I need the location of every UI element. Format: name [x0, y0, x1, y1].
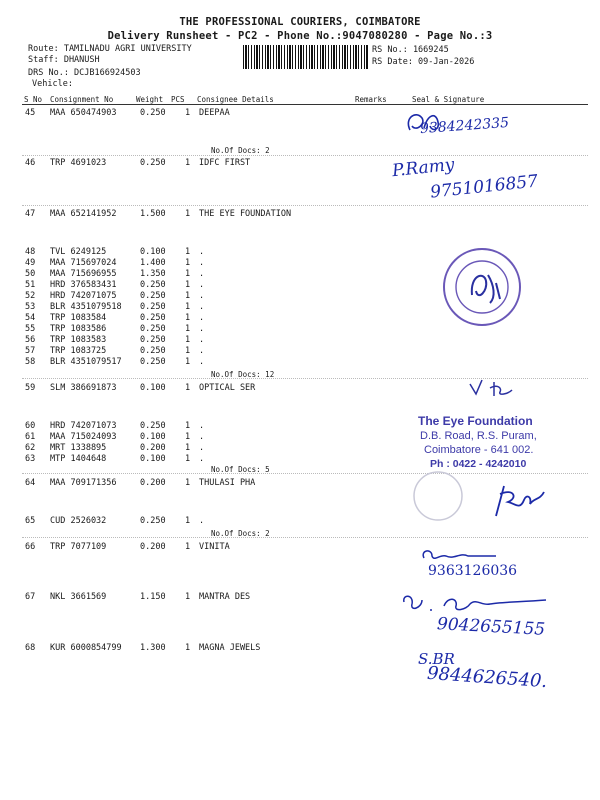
col-consignment: Consignment No — [50, 95, 114, 104]
row-sno: 48 — [25, 247, 36, 257]
docs-note: No.Of Docs: 2 — [211, 529, 270, 538]
row-sno: 55 — [25, 324, 36, 334]
row-divider — [22, 205, 588, 206]
stamp-line: Coimbatore - 641 002. — [424, 444, 534, 456]
phone-46: 9751016857 — [429, 171, 539, 203]
row-consignment-no: TVL 6249125 — [50, 247, 107, 257]
row-sno: 51 — [25, 280, 36, 290]
row-pcs: 1 — [185, 158, 191, 168]
row-sno: 56 — [25, 335, 36, 345]
runsheet-title: Delivery Runsheet - PC2 - Phone No.:9047080280 - Page No.:3 — [107, 30, 493, 42]
faint-seal — [410, 468, 466, 524]
row-pcs: 1 — [185, 357, 191, 367]
row-weight: 0.100 — [140, 432, 166, 442]
row-divider — [22, 155, 588, 156]
row-pcs: 1 — [185, 383, 191, 393]
row-pcs: 1 — [185, 258, 191, 268]
row-weight: 0.100 — [140, 383, 166, 393]
row-consignment-no: MAA 715024093 — [50, 432, 117, 442]
row-sno: 50 — [25, 269, 36, 279]
row-consignee: . — [199, 269, 205, 279]
phone-68: 9844626540. — [426, 662, 548, 693]
row-sno: 53 — [25, 302, 36, 312]
row-consignee: . — [199, 443, 205, 453]
row-pcs: 1 — [185, 454, 191, 464]
row-weight: 0.250 — [140, 346, 166, 356]
phone-45: 9384242335 — [419, 114, 510, 138]
row-weight: 0.250 — [140, 280, 166, 290]
row-sno: 61 — [25, 432, 36, 442]
row-weight: 1.500 — [140, 209, 166, 219]
row-consignee: . — [199, 432, 205, 442]
row-consignee: . — [199, 291, 205, 301]
row-consignment-no: MAA 715697024 — [50, 258, 117, 268]
row-weight: 0.250 — [140, 108, 166, 118]
row-consignee: . — [199, 357, 205, 367]
row-consignment-no: TRP 4691023 — [50, 158, 107, 168]
row-consignee: VINITA — [199, 542, 230, 552]
row-weight: 0.250 — [140, 324, 166, 334]
row-weight: 0.250 — [140, 302, 166, 312]
row-sno: 60 — [25, 421, 36, 431]
row-consignment-no: HRD 376583431 — [50, 280, 117, 290]
docs-note: No.Of Docs: 12 — [211, 370, 275, 379]
row-consignment-no: MAA 715696955 — [50, 269, 117, 279]
docs-note: No.Of Docs: 5 — [211, 465, 270, 474]
row-sno: 66 — [25, 542, 36, 552]
signature-46-name: P.Ramy — [391, 154, 456, 182]
row-sno: 57 — [25, 346, 36, 356]
row-consignee: DEEPAA — [199, 108, 230, 118]
row-pcs: 1 — [185, 542, 191, 552]
row-consignment-no: NKL 3661569 — [50, 592, 107, 602]
rs-number: RS No.: 1669245 — [372, 45, 449, 55]
signature-64 — [490, 482, 550, 520]
row-pcs: 1 — [185, 335, 191, 345]
row-consignment-no: CUD 2526032 — [50, 516, 107, 526]
row-consignee: . — [199, 346, 205, 356]
barcode — [243, 45, 368, 69]
row-weight: 1.150 — [140, 592, 166, 602]
row-weight: 0.250 — [140, 357, 166, 367]
col-sno: S No — [24, 95, 43, 104]
col-consignee: Consignee Details — [197, 95, 274, 104]
row-weight: 0.250 — [140, 158, 166, 168]
row-pcs: 1 — [185, 247, 191, 257]
row-consignment-no: BLR 4351079517 — [50, 357, 122, 367]
stamp-line: Ph : 0422 - 4242010 — [430, 458, 527, 470]
row-pcs: 1 — [185, 346, 191, 356]
row-weight: 0.250 — [140, 313, 166, 323]
row-sno: 68 — [25, 643, 36, 653]
row-consignment-no: MAA 652141952 — [50, 209, 117, 219]
signature-59 — [468, 378, 528, 400]
row-consignment-no: MAA 709171356 — [50, 478, 117, 488]
row-divider — [22, 473, 588, 474]
row-pcs: 1 — [185, 313, 191, 323]
drs-label: DRS No.: DCJB166924503 — [28, 68, 141, 78]
staff-label: Staff: DHANUSH — [28, 55, 100, 65]
row-weight: 0.100 — [140, 247, 166, 257]
row-consignee: IDFC FIRST — [199, 158, 251, 168]
company-title: THE PROFESSIONAL COURIERS, COIMBATORE — [179, 16, 421, 28]
row-weight: 0.250 — [140, 335, 166, 345]
row-consignment-no: BLR 4351079518 — [50, 302, 122, 312]
row-weight: 0.200 — [140, 542, 166, 552]
row-consignee: . — [199, 324, 205, 334]
row-consignee: . — [199, 247, 205, 257]
row-consignment-no: MAA 650474903 — [50, 108, 117, 118]
row-weight: 0.250 — [140, 516, 166, 526]
row-consignment-no: KUR 6000854799 — [50, 643, 122, 653]
row-consignment-no: HRD 742071073 — [50, 421, 117, 431]
vehicle-label: Vehicle: — [32, 79, 73, 89]
phone-67: 9042655155 — [436, 614, 546, 640]
row-consignment-no: TRP 1083583 — [50, 335, 107, 345]
row-pcs: 1 — [185, 324, 191, 334]
header-divider — [22, 104, 588, 105]
row-divider — [22, 537, 588, 538]
col-pcs: PCS — [171, 95, 185, 104]
row-pcs: 1 — [185, 592, 191, 602]
row-consignment-no: MRT 1338895 — [50, 443, 107, 453]
phone-66: 9363126036 — [428, 563, 518, 579]
row-sno: 49 — [25, 258, 36, 268]
row-consignee: MANTRA DES — [199, 592, 251, 602]
row-weight: 0.100 — [140, 454, 166, 464]
row-pcs: 1 — [185, 291, 191, 301]
col-remarks: Remarks — [355, 95, 387, 104]
row-sno: 58 — [25, 357, 36, 367]
row-consignee: . — [199, 258, 205, 268]
row-weight: 1.300 — [140, 643, 166, 653]
row-sno: 54 — [25, 313, 36, 323]
round-seal — [440, 245, 525, 330]
row-sno: 63 — [25, 454, 36, 464]
row-consignee: . — [199, 335, 205, 345]
row-pcs: 1 — [185, 302, 191, 312]
row-consignment-no: TRP 1083584 — [50, 313, 107, 323]
row-sno: 45 — [25, 108, 36, 118]
row-pcs: 1 — [185, 643, 191, 653]
row-pcs: 1 — [185, 209, 191, 219]
row-sno: 67 — [25, 592, 36, 602]
stamp-line: D.B. Road, R.S. Puram, — [420, 430, 537, 442]
row-pcs: 1 — [185, 421, 191, 431]
row-sno: 62 — [25, 443, 36, 453]
row-consignee: . — [199, 313, 205, 323]
row-consignee: . — [199, 280, 205, 290]
route-label: Route: TAMILNADU AGRI UNIVERSITY — [28, 44, 192, 54]
col-weight: Weight — [136, 95, 164, 104]
row-consignment-no: TRP 1083725 — [50, 346, 107, 356]
row-sno: 64 — [25, 478, 36, 488]
signature-68-name: S.BR — [418, 650, 455, 668]
row-pcs: 1 — [185, 432, 191, 442]
row-consignment-no: SLM 386691873 — [50, 383, 117, 393]
row-consignee: . — [199, 421, 205, 431]
row-consignee: THULASI PHA — [199, 478, 256, 488]
row-pcs: 1 — [185, 516, 191, 526]
row-consignee: . — [199, 302, 205, 312]
row-pcs: 1 — [185, 269, 191, 279]
row-consignee: . — [199, 516, 205, 526]
row-sno: 59 — [25, 383, 36, 393]
row-consignee: . — [199, 454, 205, 464]
row-pcs: 1 — [185, 478, 191, 488]
col-seal: Seal & Signature — [412, 95, 485, 104]
row-weight: 0.200 — [140, 443, 166, 453]
row-consignment-no: HRD 742071075 — [50, 291, 117, 301]
rs-date: RS Date: 09-Jan-2026 — [372, 57, 475, 67]
row-consignment-no: TRP 7077109 — [50, 542, 107, 552]
stamp-line: The Eye Foundation — [418, 414, 533, 428]
row-consignment-no: MTP 1404648 — [50, 454, 107, 464]
row-weight: 1.350 — [140, 269, 166, 279]
row-weight: 0.250 — [140, 291, 166, 301]
row-sno: 47 — [25, 209, 36, 219]
row-consignee: MAGNA JEWELS — [199, 643, 261, 653]
row-sno: 46 — [25, 158, 36, 168]
row-weight: 0.250 — [140, 421, 166, 431]
docs-note: No.Of Docs: 2 — [211, 146, 270, 155]
row-consignment-no: TRP 1083586 — [50, 324, 107, 334]
row-weight: 1.400 — [140, 258, 166, 268]
row-pcs: 1 — [185, 443, 191, 453]
row-weight: 0.200 — [140, 478, 166, 488]
row-consignee: THE EYE FOUNDATION — [199, 209, 292, 219]
row-sno: 52 — [25, 291, 36, 301]
row-consignee: OPTICAL SER — [199, 383, 256, 393]
row-sno: 65 — [25, 516, 36, 526]
row-pcs: 1 — [185, 280, 191, 290]
row-pcs: 1 — [185, 108, 191, 118]
